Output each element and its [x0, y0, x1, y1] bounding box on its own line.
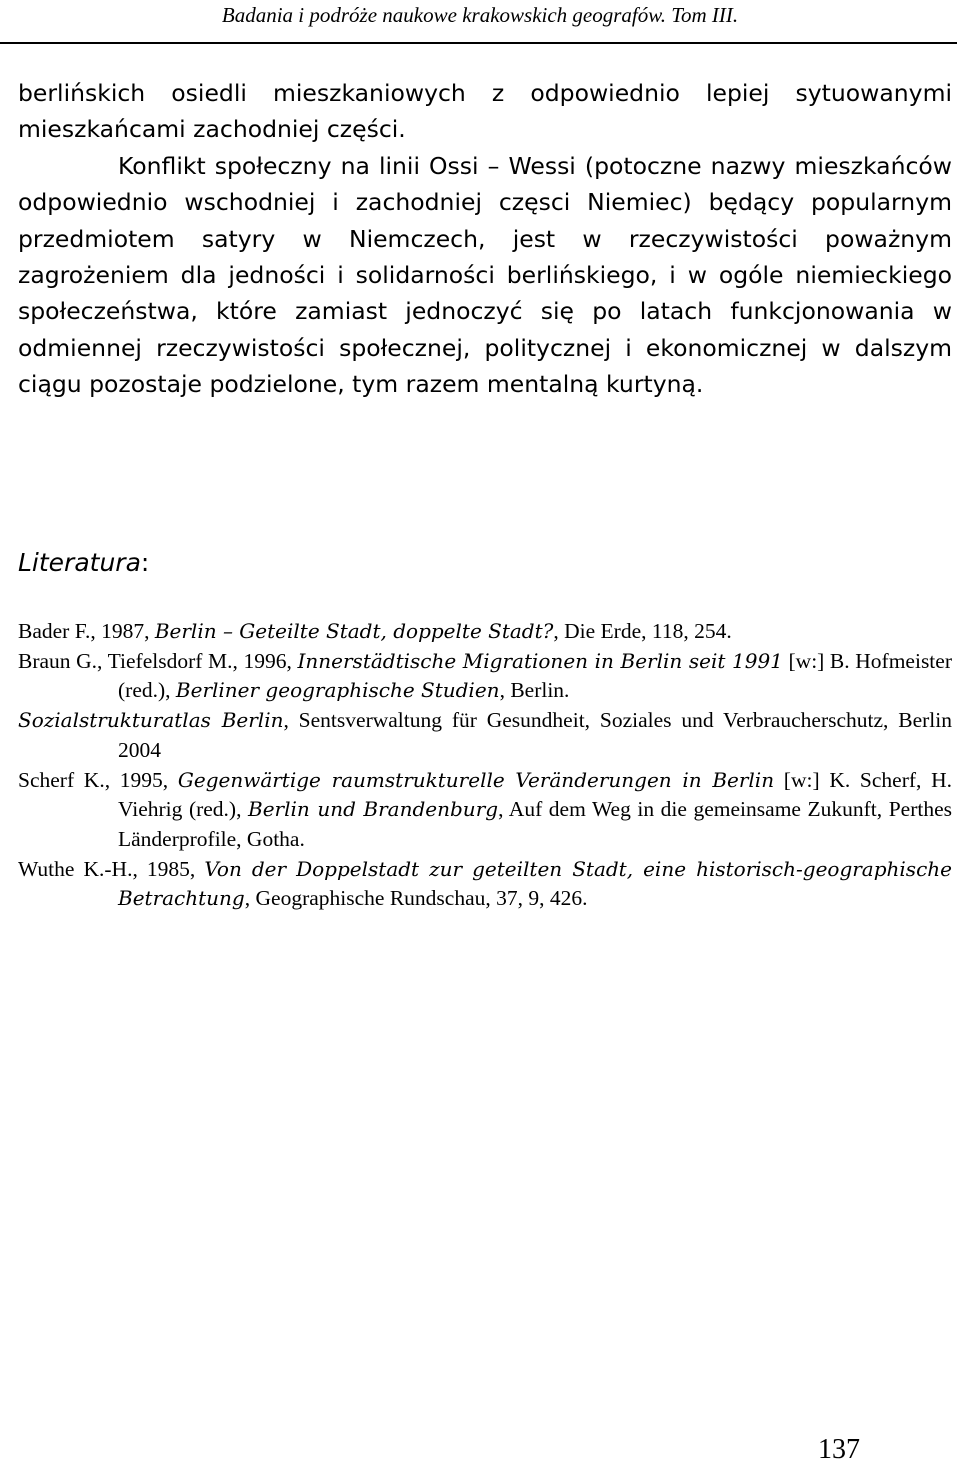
reference-entry: [18, 647, 952, 706]
reference-source: , Geographische Rundschau, 37, 9, 426.: [244, 886, 588, 911]
running-head: [0, 0, 960, 44]
reference-entry: [18, 706, 952, 765]
reference-lead: Bader F., 1987,: [18, 619, 155, 643]
reference-lead: Braun G., Tiefelsdorf M., 1996,: [18, 648, 298, 673]
running-title: Badania i podróże naukowe krakowskich geografów. Tom III.: [221, 3, 739, 27]
literature-heading-label: Literatura: [18, 548, 141, 577]
paragraph-continuation: berlińskich osiedli mieszkaniowych z odpowiednio lepiej sytuowanymi mieszkańcami zachodniej części.: [18, 79, 952, 144]
reference-lead: Scherf K., 1995,: [18, 767, 178, 792]
page-number: 137: [818, 1434, 860, 1465]
reference-title: Von der Doppelstadt zur geteilten Stadt, eine historisch-geographische Betrachtung: [118, 856, 952, 911]
literature-heading: [18, 543, 149, 583]
reference-source-secondary: , Berlin.: [499, 678, 570, 703]
reference-list: [18, 617, 952, 914]
reference-entry: [18, 617, 952, 647]
body-text: [18, 75, 952, 403]
reference-title: Innerstädtische Migrationen in Berlin seit 1991: [297, 648, 783, 673]
reference-title: Berlin – Geteilte Stadt, doppelte Stadt?: [154, 619, 554, 643]
reference-source-secondary: , Auf dem Weg in die gemeinsame Zukunft, Perthes Länderprofile, Gotha.: [118, 797, 952, 851]
reference-title: Sozialstrukturatlas Berlin: [18, 708, 284, 733]
reference-title-secondary: Berliner geographische Studien: [175, 678, 500, 703]
reference-source: [w:] B. Hofmeister (red.),: [118, 648, 952, 703]
reference-source: , Die Erde, 118, 254.: [553, 619, 732, 643]
reference-title: Gegenwärtige raumstrukturelle Veränderungen in Berlin: [177, 767, 775, 792]
paragraph-conflict: Konflikt społeczny na linii Ossi – Wessi (potoczne nazwy mieszkańców odpowiednio wschodniej i zachodniej częsci Niemiec) będący popularnym przedmiotem satyry w Niemczech, jest w rzeczywistości poważnym zagrożeniem dla jedności i solidarności berlińskiego, i w ogóle niemieckiego społeczeństwa, które zamiast jednoczyć się po latach funkcjonowania w odmiennej rzeczywistości społecznej, politycznej i ekonomicznej w dalszym ciągu pozostaje podzielone, tym razem mentalną kurtyną.: [18, 151, 952, 399]
reference-source: [w:] K. Scherf, H. Viehrig (red.),: [118, 767, 953, 822]
literature-heading-colon: :: [140, 548, 150, 577]
header-rule: [0, 42, 957, 44]
reference-source: , Sentsverwaltung für Gesundheit, Soziales und Verbraucherschutz, Berlin 2004: [118, 708, 952, 762]
reference-entry: [18, 766, 952, 855]
reference-entry: [18, 855, 952, 914]
reference-title-secondary: Berlin und Brandenburg: [248, 797, 499, 822]
reference-lead: Wuthe K.-H., 1985,: [18, 856, 205, 881]
